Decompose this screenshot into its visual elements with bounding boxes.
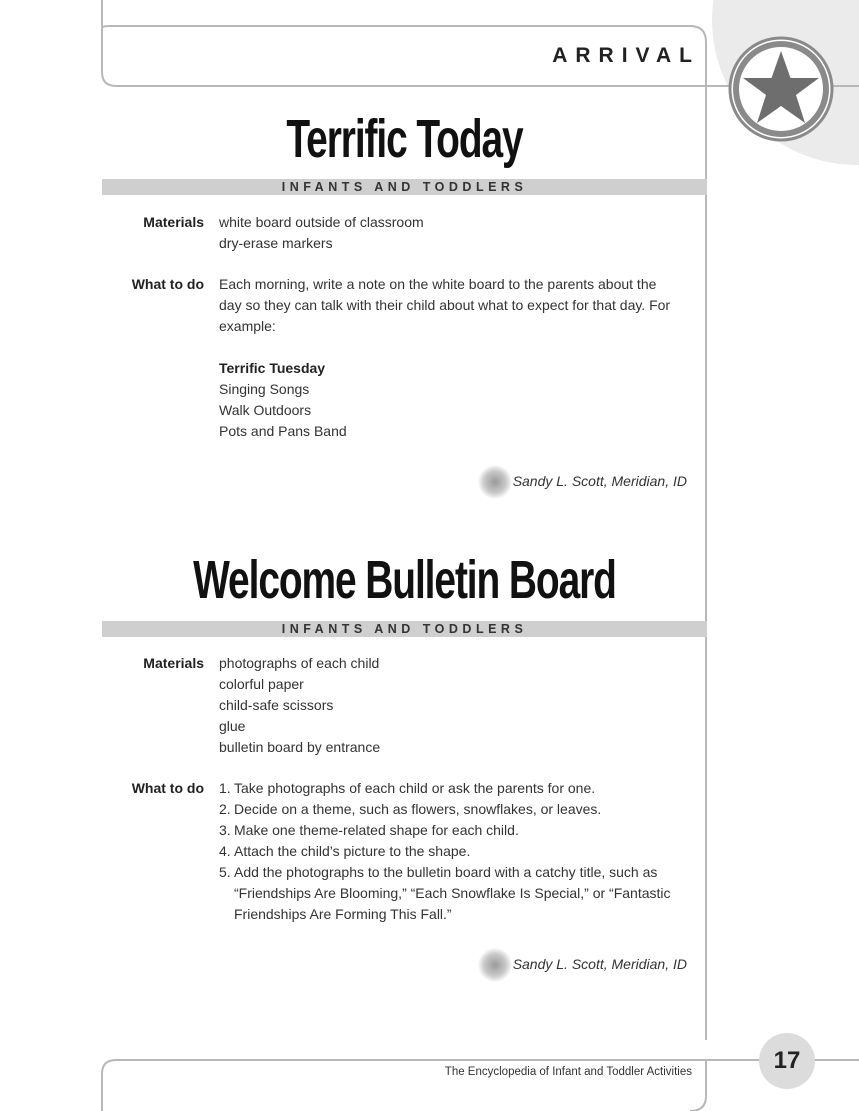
- step-text: Decide on a theme, such as flowers, snowflakes, or leaves.: [234, 801, 602, 817]
- instruction-line: Each morning, write a note on the white board to the parents about the: [219, 276, 657, 292]
- instruction-line: example:: [219, 318, 276, 334]
- instruction-line: day so they can talk with their child about what to expect for that day. For: [219, 297, 671, 313]
- section-label: ARRIVAL: [552, 44, 700, 67]
- material-item: colorful paper: [219, 676, 304, 692]
- materials-label: Materials: [143, 214, 204, 230]
- step-item: [219, 841, 704, 862]
- material-item: child-safe scissors: [219, 697, 334, 713]
- book-title: The Encyclopedia of Infant and Toddler Activities: [444, 1066, 692, 1078]
- example-item: Walk Outdoors: [219, 402, 312, 418]
- step-number: 2.: [219, 801, 231, 817]
- material-item: bulletin board by entrance: [219, 739, 381, 755]
- step-item: [219, 862, 704, 925]
- author-credit: Sandy L. Scott, Meridian, ID: [512, 473, 687, 489]
- material-item: dry-erase markers: [219, 235, 333, 251]
- step-item: [219, 820, 704, 841]
- step-number: 3.: [219, 822, 231, 838]
- material-item: photographs of each child: [219, 655, 380, 671]
- step-number: 1.: [219, 780, 231, 796]
- author-credit: Sandy L. Scott, Meridian, ID: [512, 956, 687, 972]
- what-to-do-label: What to do: [131, 276, 204, 292]
- example-title: Terrific Tuesday: [219, 360, 326, 376]
- step-text: Make one theme-related shape for each child.: [234, 822, 519, 838]
- materials-list: [219, 212, 699, 254]
- steps-list: [219, 778, 704, 925]
- material-item: white board outside of classroom: [219, 214, 424, 230]
- example-item: Singing Songs: [219, 381, 310, 397]
- what-to-do-label: What to do: [131, 780, 204, 796]
- materials-label: Materials: [143, 655, 204, 671]
- star-icon: [728, 36, 834, 142]
- age-band: INFANTS AND TODDLERS: [102, 179, 707, 195]
- step-text: Attach the child’s picture to the shape.: [234, 843, 471, 859]
- step-item: [219, 778, 704, 799]
- example-item: Pots and Pans Band: [219, 423, 347, 439]
- activity-title: Terrific Today: [286, 109, 523, 169]
- materials-list: [219, 653, 699, 758]
- material-item: glue: [219, 718, 246, 734]
- step-number: 4.: [219, 843, 231, 859]
- step-text: Add the photographs to the bulletin board with a catchy title, such as “Friendships Are Blooming,” “Each Snowflake Is Special,” or “Fantastic Friendships Are Forming This Fall.”: [234, 864, 671, 922]
- step-item: [219, 799, 704, 820]
- page-number: 17: [759, 1033, 815, 1089]
- activity-title: Welcome Bulletin Board: [193, 550, 616, 610]
- step-text: Take photographs of each child or ask the parents for one.: [234, 780, 596, 796]
- age-band: INFANTS AND TODDLERS: [102, 621, 707, 637]
- step-number: 5.: [219, 864, 231, 880]
- instructions: [219, 274, 699, 442]
